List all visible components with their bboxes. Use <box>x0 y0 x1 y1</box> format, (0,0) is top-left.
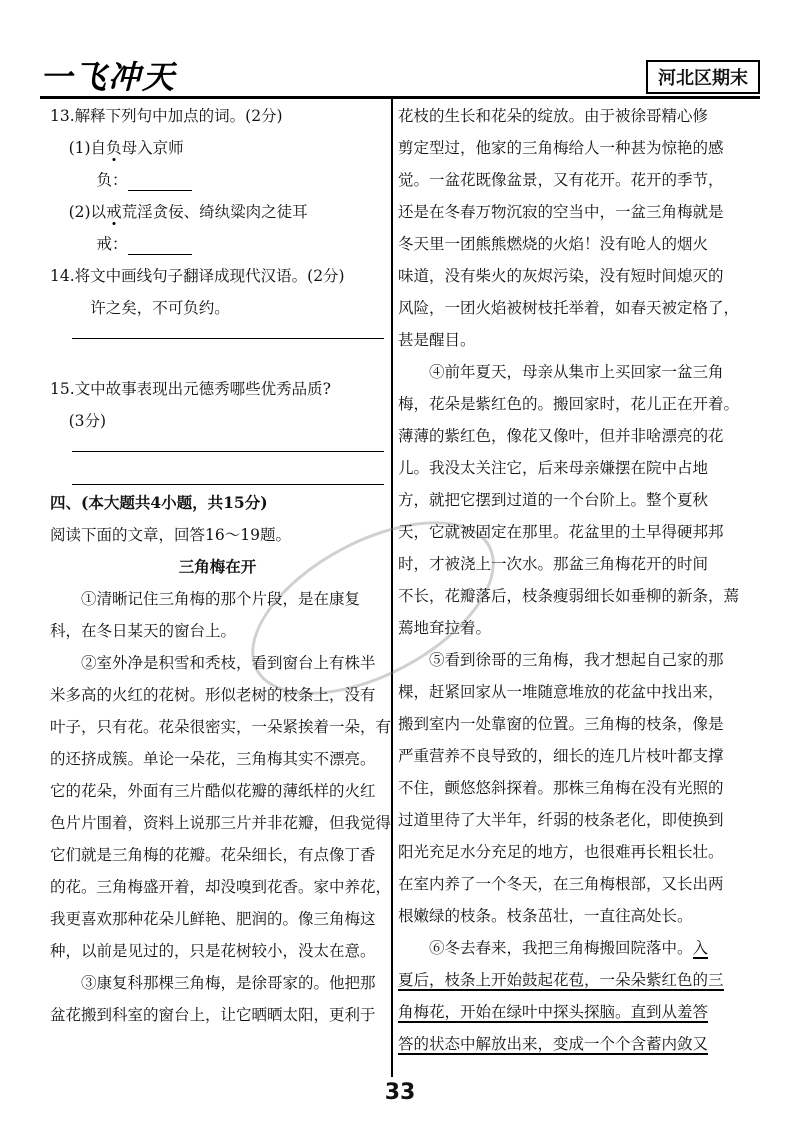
p6-underlined: 夏后，枝条上开始鼓起花苞，一朵朵紫红色的三 <box>398 971 724 989</box>
answer-blank[interactable] <box>128 236 192 255</box>
essay-line: 甚是醒目。 <box>398 331 476 349</box>
q14-sentence: 许之矣，不可负约。 <box>90 299 230 317</box>
essay-line: 阳光充足水分充足的地方，也很难再长粗长壮。 <box>398 843 724 861</box>
right-column <box>398 100 738 1060</box>
essay-line: ②室外净是积雪和秃枝，看到窗台上有株半 <box>81 654 376 672</box>
essay-line: 在室内养了一个冬天，在三角梅根部，又长出两 <box>398 875 724 893</box>
essay-line: 我更喜欢那种花朵儿鲜艳、肥润的。像三角梅这 <box>50 910 376 928</box>
essay-line: ④前年夏天，母亲从集市上买回家一盆三角 <box>429 363 724 381</box>
essay-line: 方，就把它摆到过道的一个台阶上。整个夏秋 <box>398 491 709 509</box>
essay-line: 不长，花瓣落后，枝条瘦弱细长如垂柳的新条，蔫 <box>398 587 740 605</box>
essay-line: 薄薄的紫红色，像花又像叶，但并非啥漂亮的花 <box>398 427 724 445</box>
essay-line: 科，在冬日某天的窗台上。 <box>50 622 237 640</box>
q13-2-pre: (2)以 <box>68 203 107 221</box>
q13-answer-1 <box>50 164 385 196</box>
page-header <box>40 52 760 98</box>
section-4-title: 四、(本大题共4小题，共15分) <box>50 493 268 512</box>
essay-line: 剪定型过，他家的三角梅给人一种甚为惊艳的感 <box>398 139 724 157</box>
essay-line: ③康复科那棵三角梅，是徐哥家的。他把那 <box>81 974 376 992</box>
essay-line: 棵，赶紧回家从一堆随意堆放的花盆中找出来， <box>398 683 724 701</box>
essay-line: 搬到室内一处靠窗的位置。三角梅的枝条，像是 <box>398 715 724 733</box>
page-number: 33 <box>384 1080 416 1105</box>
dotted-word-jie: 戒 <box>106 203 122 221</box>
essay-line-p6 <box>398 932 738 964</box>
essay-line: 冬天里一团熊熊燃烧的火焰！没有呛人的烟火 <box>398 235 709 253</box>
reading-instruction: 阅读下面的文章，回答16～19题。 <box>50 526 291 544</box>
essay-line-underlined <box>398 996 738 1028</box>
essay-line-underlined <box>398 1028 738 1060</box>
essay-line: 的花。三角梅盛开着，却没嗅到花香。家中养花， <box>50 878 392 896</box>
left-column <box>50 100 392 1031</box>
q13-1-post: 母入京师 <box>121 139 184 157</box>
essay-line: 儿。我没太关注它，后来母亲嫌摆在院中占地 <box>398 459 709 477</box>
essay-line: 的还挤成簇。单论一朵花，三角梅其实不漂亮。 <box>50 750 376 768</box>
essay-line: 花枝的生长和花朵的绽放。由于被徐哥精心修 <box>398 107 709 125</box>
essay-line: 天，它就被固定在那里。花盆里的土早得硬邦邦 <box>398 523 724 541</box>
header-rule <box>40 96 760 99</box>
q13-answer-2-label: 戒： <box>96 235 128 253</box>
essay-line: 不住，颤悠悠斜探着。那株三角梅在没有光照的 <box>398 779 724 797</box>
dotted-word-fu: 负 <box>106 139 122 157</box>
p6-underlined: 角梅花，开始在绿叶中探头探脑。直到从羞答 <box>398 1003 709 1021</box>
section-tag: 河北区期末 <box>646 60 760 94</box>
essay-line: 种，以前是见过的，只是花树较小，没太在意。 <box>50 942 376 960</box>
q13-answer-1-label: 负： <box>96 171 128 189</box>
essay-line: 过道里待了大半年，纤弱的枝条老化，即使换到 <box>398 811 724 829</box>
essay-line: 梅，花朵是紫红色的。搬回家时，花儿正在开着。 <box>398 395 740 413</box>
essay-line: 严重营养不良导致的，细长的连几片枝叶都支撑 <box>398 747 724 765</box>
q13-answer-2 <box>50 228 385 260</box>
essay-line: ①清晰记住三角梅的那个片段，是在康复 <box>81 590 361 608</box>
essay-line: 盆花搬到科室的窗台上，让它晒晒太阳，更利于 <box>50 1006 376 1024</box>
essay-line: 还是在冬春万物沉寂的空当中，一盆三角梅就是 <box>398 203 724 221</box>
question-14: 14.将文中画线句子翻译成现代汉语。(2分) <box>50 267 345 285</box>
q13-item-1 <box>50 132 385 164</box>
question-15-points: (3分) <box>68 412 107 430</box>
essay-line: 风险，一团火焰被树枝托举着，如春天被定格了， <box>398 299 740 317</box>
essay-line: 它的花朵，外面有三片酷似花瓣的薄纸样的火红 <box>50 782 376 800</box>
essay-line: ⑤看到徐哥的三角梅，我才想起自己家的那 <box>429 651 724 669</box>
q13-item-2 <box>50 196 385 228</box>
question-13: 13.解释下列句中加点的词。(2分) <box>50 107 283 125</box>
brand-logo: 一飞冲天 <box>40 58 177 96</box>
p6-text: ⑥冬去春来，我把三角梅搬回院落中。 <box>429 939 693 957</box>
p6-underlined: 入 <box>692 939 709 957</box>
essay-line: 它们就是三角梅的花瓣。花朵细长，有点像丁香 <box>50 846 376 864</box>
essay-line-underlined <box>398 964 738 996</box>
question-15: 15.文中故事表现出元德秀哪些优秀品质? <box>50 380 331 398</box>
essay-title: 三角梅在开 <box>178 557 257 576</box>
essay-line: 叶子，只有花。花朵很密实，一朵紧挨着一朵，有 <box>50 718 392 736</box>
essay-line: 蔫地耷拉着。 <box>398 619 492 637</box>
p6-underlined: 答的状态中解放出来，变成一个个含蓄内敛又 <box>398 1035 709 1053</box>
essay-line: 米多高的火红的花树。形似老树的枝条上，没有 <box>50 686 376 704</box>
essay-line: 色片片围着，资料上说那三片并非花瓣，但我觉得 <box>50 814 392 832</box>
essay-line: 觉。一盆花既像盆景，又有花开。花开的季节， <box>398 171 724 189</box>
essay-line: 根嫩绿的枝条。枝条茁壮，一直往高处长。 <box>398 907 693 925</box>
q13-1-pre: (1)自 <box>68 139 107 157</box>
essay-line: 时，才被浇上一次水。那盆三角梅花开的时间 <box>398 555 709 573</box>
essay-line: 味道，没有柴火的灰烬污染，没有短时间熄灭的 <box>398 267 724 285</box>
answer-blank[interactable] <box>128 172 192 191</box>
q13-2-post: 荒淫贪佞、绮纨粱肉之徒耳 <box>121 203 308 221</box>
